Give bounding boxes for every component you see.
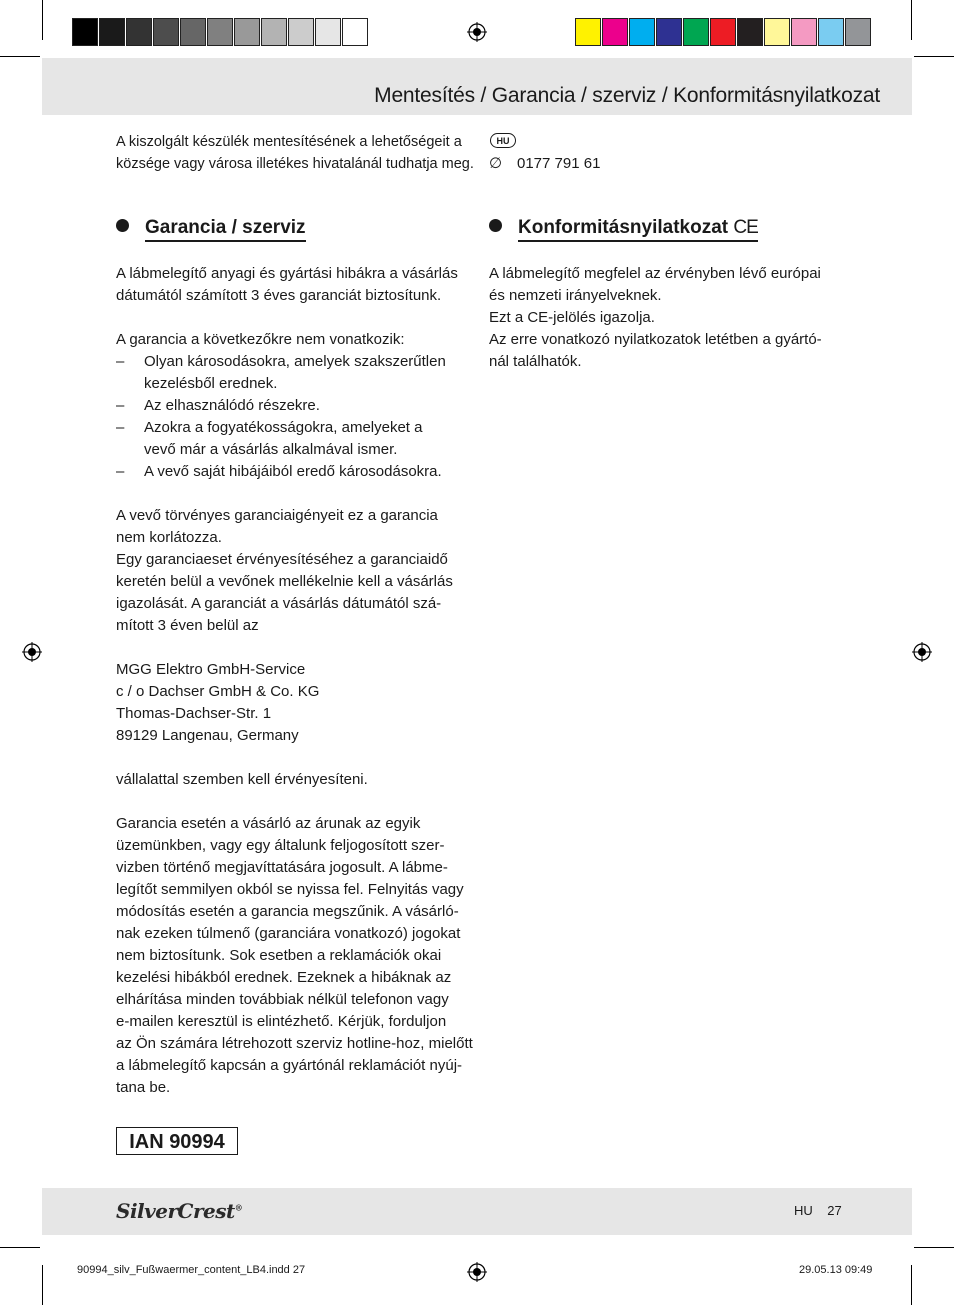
disposal-intro — [116, 131, 476, 175]
text-line: nál találhatók. — [489, 353, 582, 370]
color-swatch — [342, 18, 368, 46]
registration-mark-icon — [467, 22, 487, 42]
address-line: MGG Elektro GmbH-Service — [116, 661, 306, 678]
text-line: Ezt a CE-jelölés igazolja. — [489, 309, 655, 326]
bullet-icon — [489, 219, 502, 232]
color-swatch — [764, 18, 790, 46]
text-line: A garancia a következőkre nem vonatkozik: — [116, 331, 405, 348]
color-swatch — [602, 18, 628, 46]
color-swatch — [629, 18, 655, 46]
spacer — [116, 637, 486, 659]
list-item: – Azokra a fogyatékosságokra, amelyeket a vevő már a vásárlás alkalmával ismer. — [116, 419, 423, 458]
text-line: Egy garanciaeset érvényesítéséhez a garanciaidő — [116, 551, 448, 568]
color-swatch — [656, 18, 682, 46]
crop-mark — [0, 1247, 40, 1248]
section-heading-warranty: Garancia / szerviz — [116, 217, 306, 239]
text-line: e-mailen keresztül is elintézhető. Kérjük, forduljon — [116, 1013, 447, 1030]
color-swatch — [180, 18, 206, 46]
crop-mark — [914, 1247, 954, 1248]
color-swatch — [288, 18, 314, 46]
spacer — [116, 483, 486, 505]
color-swatch — [234, 18, 260, 46]
crop-mark — [42, 1265, 43, 1305]
color-swatch — [126, 18, 152, 46]
registration-mark-icon — [467, 1262, 487, 1282]
text-line: üzemünkben, vagy egy általunk feljogosított szer- — [116, 837, 445, 854]
color-swatch — [818, 18, 844, 46]
text-line: igazolását. A garanciát a vásárlás dátumától szá- — [116, 595, 442, 612]
gray-color-bar — [72, 18, 369, 46]
text-line: mított 3 éven belül az — [116, 617, 259, 634]
brand-logo: SilverCrest® — [116, 1199, 243, 1223]
text-line: vállalattal szemben kell érvényesíteni. — [116, 771, 368, 788]
text-line: A kiszolgált készülék mentesítésének a lehetőségeit a — [116, 134, 462, 150]
text-line: Az erre vonatkozó nyilatkozatok letétben a gyártó- — [489, 331, 822, 348]
color-swatch — [737, 18, 763, 46]
text-line: keretén belül a vevőnek mellékelnie kell a vásárlás — [116, 573, 453, 590]
address-line: c / o Dachser GmbH & Co. KG — [116, 683, 320, 700]
phone-number: 0177 791 61 — [517, 155, 601, 172]
text-line: A lábmelegítő megfelel az érvényben lévő európai — [489, 265, 821, 282]
crop-mark — [0, 56, 40, 57]
registration-mark-icon — [912, 642, 932, 662]
color-swatch — [845, 18, 871, 46]
text-line: vizben történő megjavíttatására jogosult. A lábme- — [116, 859, 448, 876]
spacer — [116, 791, 486, 813]
color-swatch — [207, 18, 233, 46]
color-swatch — [315, 18, 341, 46]
text-line: dátumától számított 3 éves garanciát biztosítunk. — [116, 287, 442, 304]
conformity-body — [489, 263, 859, 373]
color-swatch — [72, 18, 98, 46]
list-item: – Olyan károsodásokra, amelyek szakszerűtlen kezelésből erednek. — [116, 353, 446, 392]
color-swatch — [710, 18, 736, 46]
text-line: módosítás esetén a garancia megszűnik. A vásárló- — [116, 903, 459, 920]
registration-mark-icon — [22, 642, 42, 662]
text-line: nak ezeken túlmenő (garanciára vonatkozó) jogokat — [116, 925, 461, 942]
text-line: A lábmelegítő anyagi és gyártási hibákra a vásárlás — [116, 265, 458, 282]
section-heading-conformity: Konformitásnyilatkozat CE — [489, 217, 758, 239]
text-line: Garancia esetén a vásárló az árunak az egyik — [116, 815, 421, 832]
crop-mark — [911, 1265, 912, 1305]
color-swatch — [153, 18, 179, 46]
text-line: nem korlátozza. — [116, 529, 222, 546]
file-slug: 90994_silv_Fußwaermer_content_LB4.indd 27 — [77, 1264, 306, 1276]
text-line: az Ön számára létrehozott szerviz hotline-hoz, mielőtt — [116, 1035, 473, 1052]
text-line: elhárítása minden továbbiak nélkül telefonon vagy — [116, 991, 449, 1008]
crop-mark — [42, 0, 43, 40]
text-line: a lábmelegítő kapcsán a gyártónál reklamációt nyúj- — [116, 1057, 463, 1074]
process-color-bar — [575, 18, 872, 46]
crop-mark — [914, 56, 954, 57]
ce-mark-icon: CE — [733, 217, 758, 238]
text-line: kezelési hibákból erednek. Ezeknek a hibáknak az — [116, 969, 452, 986]
phone-line — [489, 153, 600, 175]
text-line: nem biztosítunk. Sok esetben a reklamációk okai — [116, 947, 442, 964]
crop-mark — [911, 0, 912, 40]
ian-number: IAN 90994 — [116, 1127, 238, 1155]
color-swatch — [261, 18, 287, 46]
color-swatch — [791, 18, 817, 46]
spacer — [116, 307, 486, 329]
page-number: HU 27 — [794, 1203, 842, 1218]
spacer — [116, 747, 486, 769]
address-line: Thomas-Dachser-Str. 1 — [116, 705, 272, 722]
list-item: – A vevő saját hibájáiból eredő károsodásokra. — [116, 463, 442, 480]
page-title: Mentesítés / Garancia / szerviz / Konformitásnyilatkozat — [374, 84, 880, 107]
text-line: és nemzeti irányelveknek. — [489, 287, 662, 304]
color-swatch — [99, 18, 125, 46]
text-line: községe vagy városa illetékes hivatalánál tudhatja meg. — [116, 156, 474, 172]
color-swatch — [575, 18, 601, 46]
date-slug: 29.05.13 09:49 — [799, 1264, 873, 1276]
text-line: A vevő törvényes garanciaigényeit ez a garancia — [116, 507, 438, 524]
text-line: legítőt semmilyen okból se nyissa fel. Felnyitás vagy — [116, 881, 464, 898]
list-item: – Az elhasználódó részekre. — [116, 397, 320, 414]
text-line: tana be. — [116, 1079, 171, 1096]
bullet-icon — [116, 219, 129, 232]
country-badge: HU — [490, 133, 516, 148]
color-swatch — [683, 18, 709, 46]
address-line: 89129 Langenau, Germany — [116, 727, 299, 744]
warranty-body — [116, 263, 486, 1099]
phone-icon: ∅ — [489, 155, 503, 172]
